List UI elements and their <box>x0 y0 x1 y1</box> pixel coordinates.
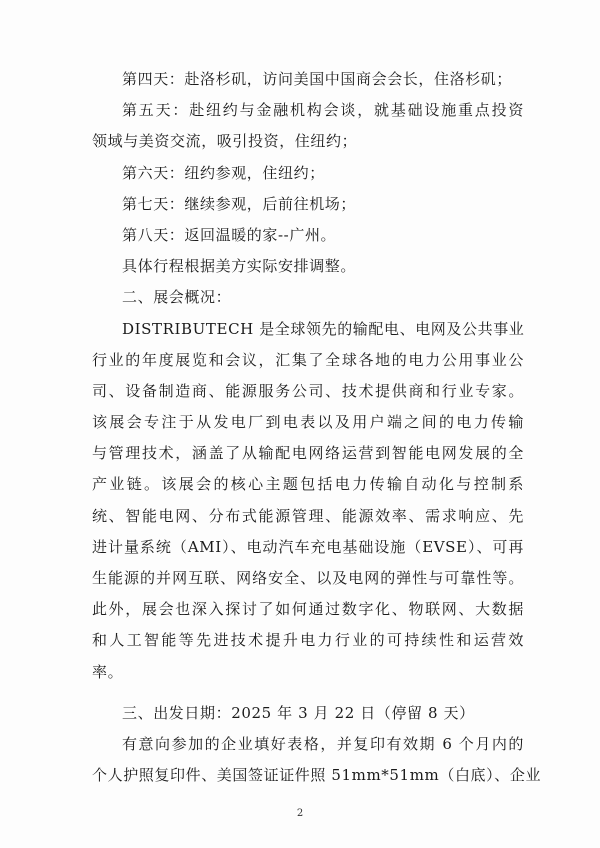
overview-line-9: 生能源的并网互联、网络安全、以及电网的弹性与可靠性等。 <box>92 569 524 587</box>
itinerary-note: 具体行程根据美方实际安排调整。 <box>122 257 357 276</box>
application-line-2: 个人护照复印件、美国签证证件照 51mm*51mm（白底）、企业 <box>92 766 542 785</box>
overview-line-8: 进计量系统（AMI）、电动汽车充电基础设施（EVSE）、可再 <box>92 537 524 556</box>
overview-line-2: 行业的年度展览和会议，汇集了全球各地的电力公用事业公 <box>92 350 524 369</box>
overview-line-10: 此外，展会也深入探讨了如何通过数字化、物联网、大数据 <box>92 600 524 619</box>
document-body <box>92 64 542 791</box>
section-heading-overview: 二、展会概况： <box>122 288 232 307</box>
section-gap <box>92 688 524 698</box>
overview-line-4: 该展会专注于从发电厂到电表以及用户端之间的电力传输 <box>92 413 524 432</box>
page-number: 2 <box>296 808 304 819</box>
itinerary-day-8: 第八天：返回温暖的家--广州。 <box>122 225 337 244</box>
itinerary-day-7: 第七天：继续参观，后前往机场； <box>122 194 357 213</box>
overview-line-7: 统、智能电网、分布式能源管理、能源效率、需求响应、先 <box>92 506 524 525</box>
overview-line-6: 产业链。该展会的核心主题包括电力传输自动化与控制系 <box>92 475 524 494</box>
overview-line-5: 与管理技术，涵盖了从输配电网络运营到智能电网发展的全 <box>92 444 524 463</box>
section-heading-departure-date: 三、出发日期：2025 年 3 月 22 日（停留 8 天） <box>122 703 475 722</box>
itinerary-day-5-continued: 领域与美资交流，吸引投资，住纽约； <box>92 132 358 151</box>
overview-line-1: DISTRIBUTECH 是全球领先的输配电、电网及公共事业 <box>122 319 525 338</box>
itinerary-day-6: 第六天：纽约参观，住纽约； <box>122 163 325 182</box>
overview-line-11: 和人工智能等先进技术提升电力行业的可持续性和运营效 <box>92 631 524 650</box>
overview-line-12: 率。 <box>92 662 124 681</box>
itinerary-day-4: 第四天：赴洛杉矶，访问美国中国商会会长，住洛杉矶； <box>122 70 513 88</box>
overview-line-3: 司、设备制造商、能源服务公司、技术提供商和行业专家。 <box>92 381 524 400</box>
application-line-1: 有意向参加的企业填好表格，并复印有效期 6 个月内的 <box>122 734 524 753</box>
itinerary-day-5: 第五天：赴纽约与金融机构会谈，就基础设施重点投资 <box>122 101 524 120</box>
